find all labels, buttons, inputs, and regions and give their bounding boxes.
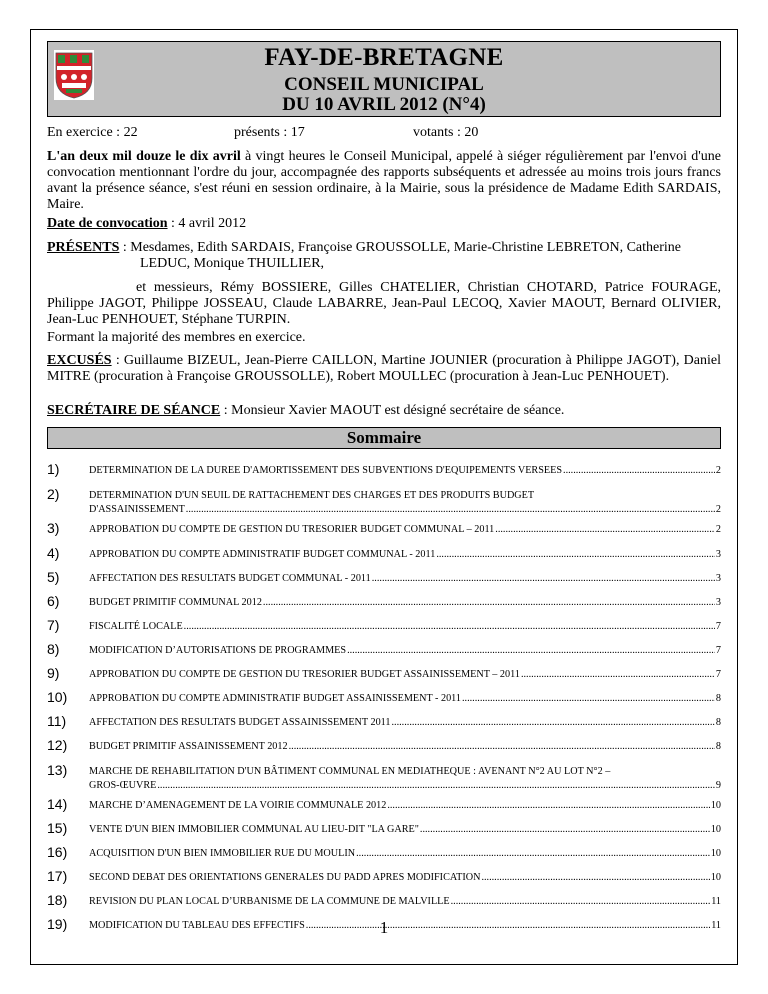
count-votants: votants : 20 [413, 125, 479, 140]
toc-entry-number: 16) [47, 844, 68, 860]
toc-entry-line [89, 523, 721, 537]
secretaire-label: SECRÉTAIRE DE SÉANCE [47, 403, 221, 418]
toc-entry-title-first-line: MARCHE DE REHABILITATION D'UN BÂTIMENT COMMUNAL EN MEDIATHEQUE : AVENANT N°2 AU LOT N°2 – [89, 766, 611, 777]
toc-entry-page: 3 [715, 549, 721, 560]
secretaire-text: : Monsieur Xavier MAOUT est désigné secrétaire de séance. [220, 403, 565, 418]
toc-entry-line [89, 799, 721, 813]
toc-entry-line [89, 644, 721, 658]
excuses-text: : Guillaume BIZEUL, Jean-Pierre CAILLON, Martine JOUNIER (procuration à Philippe JAGOT), Daniel MITRE (procuration à Françoise GROUSSOLLE), Robert MOULLEC (procuration à Jean-Luc PENHOUET). [47, 353, 721, 384]
toc-dot-leader [451, 895, 711, 909]
toc-entry[interactable] [47, 762, 721, 795]
presents-line-1 [47, 240, 721, 256]
toc-entry-page: 10 [710, 800, 721, 811]
toc-entry-page: 11 [711, 896, 721, 907]
toc-entry[interactable] [47, 569, 721, 588]
toc-entry[interactable] [47, 593, 721, 612]
excuses-paragraph [47, 353, 721, 385]
count-exercice: En exercice : 22 [47, 125, 138, 140]
toc-dot-leader [563, 464, 715, 478]
toc-dot-leader [157, 779, 715, 793]
toc-dot-leader [387, 799, 709, 813]
toc-entry-title: MODIFICATION D’AUTORISATIONS DE PROGRAMMES [89, 645, 347, 656]
toc-entry-line [89, 620, 721, 634]
toc-entry-title: AFFECTATION DES RESULTATS BUDGET ASSAINISSEMENT 2011 [89, 717, 391, 728]
toc-entry-line [89, 692, 721, 706]
toc-entry-line [89, 503, 721, 517]
toc-entry-title: D'ASSAINISSEMENT [89, 504, 185, 515]
toc-entry[interactable] [47, 713, 721, 732]
toc-entry-line [89, 464, 721, 478]
toc-dot-leader [372, 572, 715, 586]
toc-entry-number: 13) [47, 762, 68, 778]
toc-entry-page: 7 [715, 621, 721, 632]
toc-entry[interactable] [47, 520, 721, 539]
toc-entry-title: APPROBATION DU COMPTE DE GESTION DU TRESORIER BUDGET COMMUNAL – 2011 [89, 524, 495, 535]
toc-entry-page: 3 [715, 597, 721, 608]
toc-entry-number: 2) [47, 486, 60, 502]
toc-entry-number: 19) [47, 916, 68, 932]
secretaire-line [47, 403, 721, 419]
toc-entry-line [89, 596, 721, 610]
toc-entry[interactable] [47, 868, 721, 887]
toc-entry-title: BUDGET PRIMITIF COMMUNAL 2012 [89, 597, 262, 608]
toc-dot-leader [495, 523, 715, 537]
count-presents: présents : 17 [234, 125, 305, 140]
toc-entry[interactable] [47, 737, 721, 756]
toc-entry[interactable] [47, 796, 721, 815]
toc-entry-page: 2 [715, 465, 721, 476]
toc-dot-leader [356, 847, 710, 861]
toc-entry-number: 5) [47, 569, 60, 585]
toc-entry[interactable] [47, 461, 721, 480]
toc-entry[interactable] [47, 486, 721, 519]
toc-dot-leader [420, 823, 710, 837]
majorite-line: Formant la majorité des membres en exercice. [47, 330, 306, 345]
toc-entry-number: 8) [47, 641, 60, 657]
toc-entry-line [89, 548, 721, 562]
attendance-counts [47, 125, 721, 141]
toc-entry-line [89, 716, 721, 730]
council-subtitle: CONSEIL MUNICIPAL [284, 74, 484, 95]
toc-entry-number: 12) [47, 737, 68, 753]
toc-dot-leader [263, 596, 715, 610]
toc-entry-title: GROS-ŒUVRE [89, 780, 157, 791]
toc-entry[interactable] [47, 820, 721, 839]
toc-entry-title: APPROBATION DU COMPTE ADMINISTRATIF BUDGET COMMUNAL - 2011 [89, 549, 436, 560]
toc-entry-number: 18) [47, 892, 68, 908]
toc-entry-title: SECOND DEBAT DES ORIENTATIONS GENERALES DU PADD APRES MODIFICATION [89, 872, 481, 883]
toc-entry-number: 4) [47, 545, 60, 561]
toc-entry-page: 10 [710, 824, 721, 835]
toc-entry[interactable] [47, 617, 721, 636]
toc-entry-title: REVISION DU PLAN LOCAL D’URBANISME DE LA COMMUNE DE MALVILLE [89, 896, 450, 907]
toc-entry-number: 1) [47, 461, 60, 477]
toc-entry-line [89, 740, 721, 754]
toc-entry-title: AFFECTATION DES RESULTATS BUDGET COMMUNAL - 2011 [89, 573, 371, 584]
presents-messieurs: et messieurs, Rémy BOSSIERE, Gilles CHATELIER, Christian CHOTARD, Patrice FOURAGE, Philippe JAGOT, Philippe JOSSEAU, Claude LABARRE, Jean-Paul LECOQ, Xavier MAOUT, Bernard OLIVIER, Jean-Luc PENHOUET, Stéphane TURPIN. [47, 280, 721, 327]
toc-entry-number: 14) [47, 796, 68, 812]
toc-entry[interactable] [47, 665, 721, 684]
toc-entry-number: 6) [47, 593, 60, 609]
toc-entry-title: ACQUISITION D'UN BIEN IMMOBILIER RUE DU MOULIN [89, 848, 356, 859]
toc-entry[interactable] [47, 545, 721, 564]
toc-entry-page: 8 [715, 741, 721, 752]
excuses-label: EXCUSÉS [47, 353, 112, 368]
presents-line-2: LEDUC, Monique THUILLIER, [140, 256, 325, 271]
toc-entry-title-first-line: DETERMINATION D'UN SEUIL DE RATTACHEMENT DES CHARGES ET DES PRODUITS BUDGET [89, 490, 535, 501]
convocation-line [47, 216, 721, 232]
toc-dot-leader [186, 503, 715, 517]
toc-entry-number: 17) [47, 868, 68, 884]
meeting-date: DU 10 AVRIL 2012 (N°4) [282, 94, 486, 115]
toc-dot-leader [436, 548, 715, 562]
toc-entry-title: FISCALITÉ LOCALE [89, 621, 183, 632]
toc-entry-line [89, 895, 721, 909]
document-header [47, 41, 721, 117]
toc-dot-leader [289, 740, 715, 754]
toc-entry-page: 3 [715, 573, 721, 584]
toc-entry-line [89, 847, 721, 861]
toc-entry-page: 8 [715, 693, 721, 704]
toc-entry-number: 7) [47, 617, 60, 633]
toc-entry-title: MARCHE D’AMENAGEMENT DE LA VOIRIE COMMUNALE 2012 [89, 800, 387, 811]
toc-entry-title: MODIFICATION DU TABLEAU DES EFFECTIFS [89, 920, 305, 931]
toc-entry-title: DETERMINATION DE LA DUREE D'AMORTISSEMENT DES SUBVENTIONS D'EQUIPEMENTS VERSEES [89, 465, 563, 476]
toc-entry-title: BUDGET PRIMITIF ASSAINISSEMENT 2012 [89, 741, 288, 752]
toc-entry[interactable] [47, 689, 721, 708]
page-number: 1 [379, 918, 389, 937]
toc-entry-title: APPROBATION DU COMPTE DE GESTION DU TRESORIER BUDGET ASSAINISSEMENT – 2011 [89, 669, 520, 680]
toc-entry-number: 11) [47, 713, 67, 729]
toc-entry-page: 11 [711, 920, 721, 931]
toc-entry-page: 8 [715, 717, 721, 728]
toc-dot-leader [184, 620, 715, 634]
toc-entry-number: 3) [47, 520, 60, 536]
intro-date-bold: L'an deux mil douze le dix avril [47, 149, 241, 164]
toc-entry-page: 7 [715, 645, 721, 656]
toc-entry-page: 9 [715, 780, 721, 791]
toc-entry-line [89, 823, 721, 837]
toc-entry[interactable] [47, 641, 721, 660]
toc-entry-page: 2 [715, 524, 721, 535]
toc-entry-line [89, 779, 721, 793]
toc-entry-page: 2 [715, 504, 721, 515]
toc-entry-number: 10) [47, 689, 68, 705]
toc-entry-line [89, 871, 721, 885]
toc-dot-leader [521, 668, 715, 682]
toc-entry-line [89, 572, 721, 586]
presents-mesdames: : Mesdames, Edith SARDAIS, Françoise GROUSSOLLE, Marie-Christine LEBRETON, Catherine [119, 240, 681, 255]
toc-entry-line [89, 668, 721, 682]
intro-text: à vingt heures le Conseil Municipal, appelé à siéger régulièrement par l'envoi d'une convocation mentionnant l'ordre du jour, accompagnée des rapports subséquents et adressée au moins trois jours francs avant la présence séance, s'est réuni en session ordinaire, à la Mairie, sous la présidence de Madame Edith SARDAIS, Maire. [47, 149, 722, 212]
toc-entry-page: 7 [715, 669, 721, 680]
convocation-value: : 4 avril 2012 [167, 216, 247, 231]
toc-entry[interactable] [47, 892, 721, 911]
intro-paragraph [47, 149, 721, 213]
sommaire-title: Sommaire [47, 427, 721, 449]
presents-label: PRÉSENTS [47, 240, 120, 255]
toc-entry-number: 9) [47, 665, 60, 681]
toc-entry-title: APPROBATION DU COMPTE ADMINISTRATIF BUDGET ASSAINISSEMENT - 2011 [89, 693, 461, 704]
toc-dot-leader [391, 716, 714, 730]
toc-dot-leader [481, 871, 709, 885]
toc-dot-leader [462, 692, 715, 706]
convocation-label: Date de convocation [47, 216, 168, 231]
toc-entry-page: 10 [710, 872, 721, 883]
commune-title: FAY-DE-BRETAGNE [264, 44, 504, 71]
toc-entry-number: 15) [47, 820, 68, 836]
toc-dot-leader [347, 644, 715, 658]
toc-entry-title: VENTE D'UN BIEN IMMOBILIER COMMUNAL AU LIEU-DIT "LA GARE" [89, 824, 419, 835]
toc-entry[interactable] [47, 844, 721, 863]
toc-entry-page: 10 [710, 848, 721, 859]
